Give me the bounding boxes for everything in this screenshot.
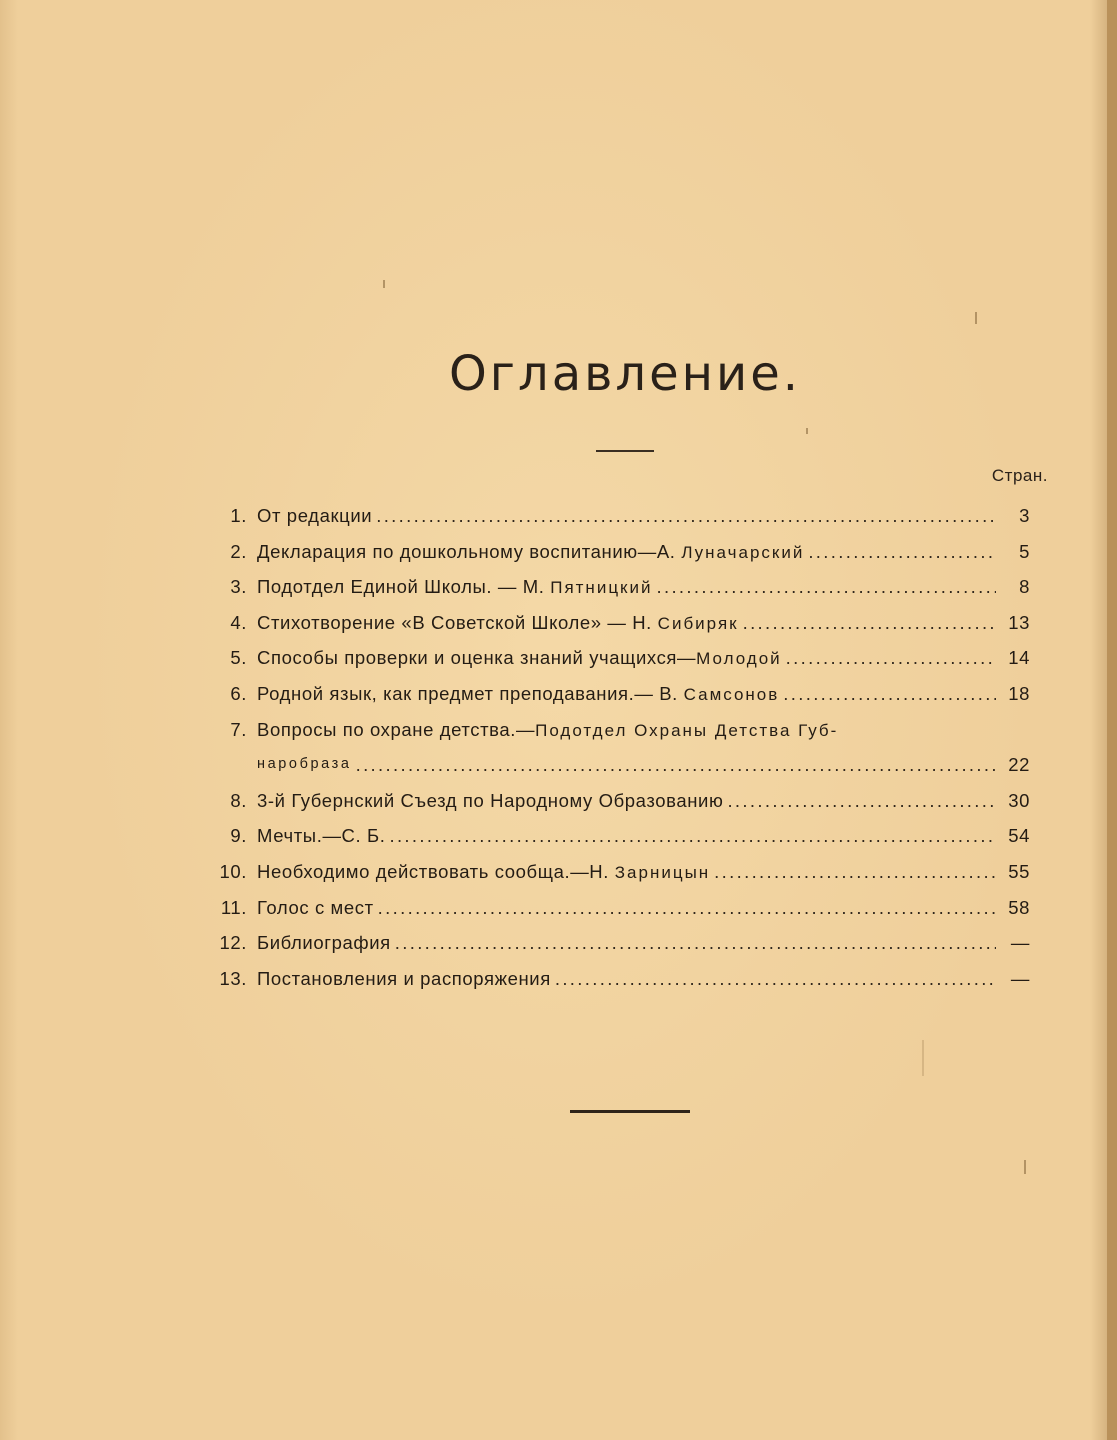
entry-number: 10.: [219, 860, 247, 882]
entry-number: 8.: [230, 789, 247, 811]
toc-entry-5: [205, 640, 1030, 676]
entry-page: 5: [1019, 540, 1030, 562]
entry-title: Подотдел Единой Школы. — М.: [257, 576, 545, 598]
entry-title: От редакции: [257, 505, 373, 526]
entry-title: Мечты.—С. Б.: [257, 825, 386, 847]
toc-entry-4: [205, 605, 1030, 641]
entry-author: Пятницкий: [550, 578, 653, 598]
entry-title: Необходимо действовать сообща.—Н.: [257, 860, 610, 882]
entry-author: Луначарский: [681, 542, 805, 562]
entry-line: [257, 783, 1030, 818]
entry-number: 3.: [230, 576, 247, 598]
entry-page: 3: [1019, 505, 1030, 526]
entry-title-wrap: [257, 534, 804, 570]
entry-title-wrap: [257, 712, 838, 748]
entry-page: 54: [1008, 825, 1030, 847]
entry-title: Родной язык, как предмет преподавания.— В.: [257, 682, 678, 704]
entry-line: [257, 676, 1030, 712]
toc-entry-3: [205, 569, 1030, 605]
toc-entry-6: [205, 676, 1030, 712]
page-edge-shadow: [1107, 0, 1117, 1440]
entry-title: Стихотворение «В Советской Школе» — Н.: [257, 611, 652, 633]
dot-leader: [378, 890, 996, 925]
entry-title-wrap: [257, 676, 779, 712]
entry-line: [257, 890, 1030, 925]
page-column-header: Стран.: [991, 466, 1048, 485]
entry-author: Зарницын: [614, 862, 711, 882]
entry-line: [257, 534, 1030, 570]
entry-author: Подотдел Охраны Детства Губ-: [535, 720, 839, 740]
entry-line: [257, 605, 1030, 641]
entry-number: 9.: [230, 825, 247, 847]
entry-page: 8: [1019, 576, 1030, 598]
dot-leader: [389, 818, 996, 853]
entry-line: [257, 818, 1030, 853]
dot-leader: [808, 534, 996, 570]
toc-entry-13: [205, 961, 1030, 997]
entry-number: 7.: [230, 718, 247, 740]
dot-leader: [786, 640, 996, 676]
entry-title: Декларация по дошкольному воспитанию—А.: [257, 540, 676, 562]
entry-title: 3-й Губернский Съезд по Народному Образованию: [257, 789, 724, 811]
entry-title-wrap: [257, 854, 710, 890]
entry-page: 18: [1008, 682, 1030, 704]
entry-title-wrap: [257, 569, 652, 605]
entry-title: Способы проверки и оценка знаний учащихся—: [257, 647, 697, 669]
page-title: Оглавление.: [449, 346, 801, 402]
title-divider: [596, 450, 654, 452]
entry-number: 1.: [230, 505, 247, 526]
paper-blemish: [1024, 1160, 1026, 1174]
entry-number: 4.: [230, 611, 247, 633]
entry-page: 22: [1008, 754, 1030, 776]
toc-entry-7-continuation: [205, 747, 1030, 783]
toc-entry-1: [205, 498, 1030, 534]
entry-page: —: [1010, 932, 1030, 954]
toc-entry-8: [205, 783, 1030, 819]
dot-leader: [376, 498, 996, 533]
dot-leader: [656, 569, 996, 605]
dot-leader: [356, 747, 996, 782]
entry-line: [257, 498, 1030, 533]
toc-entry-11: [205, 890, 1030, 926]
entry-title: Постановления и распоряжения: [257, 967, 551, 989]
dot-leader: [395, 925, 996, 960]
entry-page: 30: [1008, 789, 1030, 811]
entry-line: [257, 569, 1030, 605]
entry-continuation: наробраза: [257, 756, 352, 773]
paper-blemish: [806, 428, 808, 434]
entry-title-wrap: [257, 605, 739, 641]
closing-divider: [570, 1110, 690, 1113]
entry-page: 13: [1008, 611, 1030, 633]
dot-leader: [714, 854, 996, 890]
entry-title: Голос с мест: [257, 896, 374, 918]
entry-line: [257, 640, 1030, 676]
entry-page: 58: [1008, 896, 1030, 918]
entry-line: [257, 712, 1030, 748]
paper-blemish: [383, 280, 385, 288]
entry-number: 6.: [230, 682, 247, 704]
entry-title: Библиография: [257, 932, 391, 954]
entry-number: 12.: [219, 932, 247, 954]
toc-entry-2: [205, 534, 1030, 570]
entry-title: Вопросы по охране детства.—: [257, 718, 536, 740]
entry-author: Молодой: [696, 649, 782, 669]
paper-blemish: [922, 1040, 924, 1076]
entry-number: 13.: [219, 967, 247, 989]
entry-page: 14: [1008, 647, 1030, 669]
toc-entry-12: [205, 925, 1030, 961]
toc-entry-10: [205, 854, 1030, 890]
entry-title-wrap: [257, 640, 782, 676]
paper-blemish: [975, 312, 977, 324]
entry-page: 55: [1008, 860, 1030, 882]
dot-leader: [727, 783, 996, 818]
toc-entry-7: [205, 712, 1030, 748]
dot-leader: [783, 676, 996, 712]
entry-number: 2.: [230, 540, 247, 562]
entry-number: 5.: [230, 647, 247, 669]
dot-leader: [743, 605, 996, 641]
toc-entry-9: [205, 818, 1030, 854]
entry-author: Сибиряк: [657, 613, 739, 633]
entry-page: —: [1010, 967, 1030, 989]
entry-line: [257, 747, 1030, 782]
entry-number: 11.: [220, 896, 247, 918]
dot-leader: [555, 961, 996, 996]
entry-line: [257, 925, 1030, 960]
entry-author: Самсонов: [683, 684, 780, 704]
entry-line: [257, 961, 1030, 996]
table-of-contents: [205, 498, 1030, 996]
entry-line: [257, 854, 1030, 890]
